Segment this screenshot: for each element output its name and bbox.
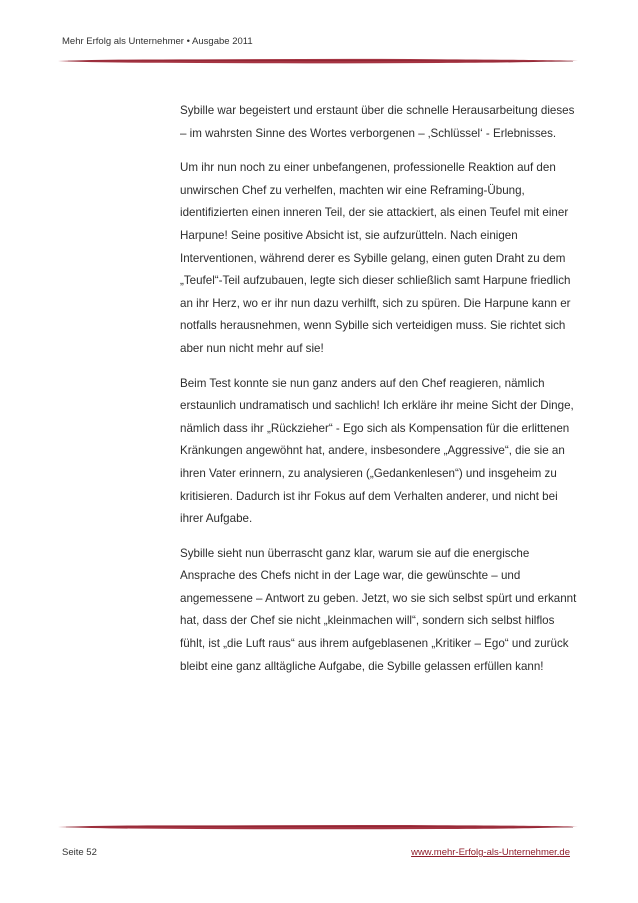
paragraph-2: Um ihr nun noch zu einer unbefangenen, professionelle Reaktion auf den unwirschen Chef zu verhelfen, machten wir eine Reframing-Übung, identifizierten einen inneren Teil, der sie attackiert, als einen Teufel mit einer Harpune! Seine positive Absicht ist, sie aufzurütteln. Nach einigen Interventionen, während derer es Sybille gelang, einen guten Draht zu dem „Teufel“-Teil aufzubauen, legte sich dieser schließlich samt Harpune friedlich an ihr Herz, wo er ihr nun dazu verhilft, sich zu spüren. Die Harpune kann er notfalls herausnehmen, wenn Sybille sich verteidigen muss. Sie richtet sich aber nun nicht mehr auf sie! [180,161,571,355]
page-number: Seite 52 [62,847,97,858]
header-brush-divider [58,56,578,66]
footer-brush-divider [58,822,578,832]
paragraph-1: Sybille war begeistert und erstaunt über die schnelle Herausarbeitung dieses – im wahrsten Sinne des Wortes verborgenen – ‚Schlüssel‘ - Erlebnisses. [180,104,575,140]
article-body [180,100,580,690]
running-header: Mehr Erfolg als Unternehmer • Ausgabe 2011 [62,36,253,47]
website-link[interactable]: www.mehr-Erfolg-als-Unternehmer.de [411,847,570,858]
paragraph-4: Sybille sieht nun überrascht ganz klar, warum sie auf die energische Ansprache des Chefs nicht in der Lage war, die gewünschte – und angemessene – Antwort zu geben. Jetzt, wo sie sich selbst spürt und erkannt hat, dass der Chef sie nicht „kleinmachen will“, sondern sich selbst hilflos fühlt, ist „die Luft raus“ aus ihrem aufgeblasenen „Kritiker – Ego“ und zurück bleibt eine ganz alltägliche Aufgabe, die Sybille gelassen erfüllen kann! [180,546,577,673]
paragraph-3: Beim Test konnte sie nun ganz anders auf den Chef reagieren, nämlich erstaunlich undramatisch und sachlich! Ich erkläre ihr meine Sicht der Dinge, nämlich dass ihr „Rückzieher“ - Ego sich als Kompensation für die erlittenen Kränkungen angewöhnt hat, andere, insbesondere „Aggressive“, die sie an ihren Vater erinnern, zu analysieren („Gedankenlesen“) und insgeheim zu kritisieren. Dadurch ist ihr Fokus auf dem Verhalten anderer, und nicht bei ihrer Aufgabe. [180,376,574,526]
